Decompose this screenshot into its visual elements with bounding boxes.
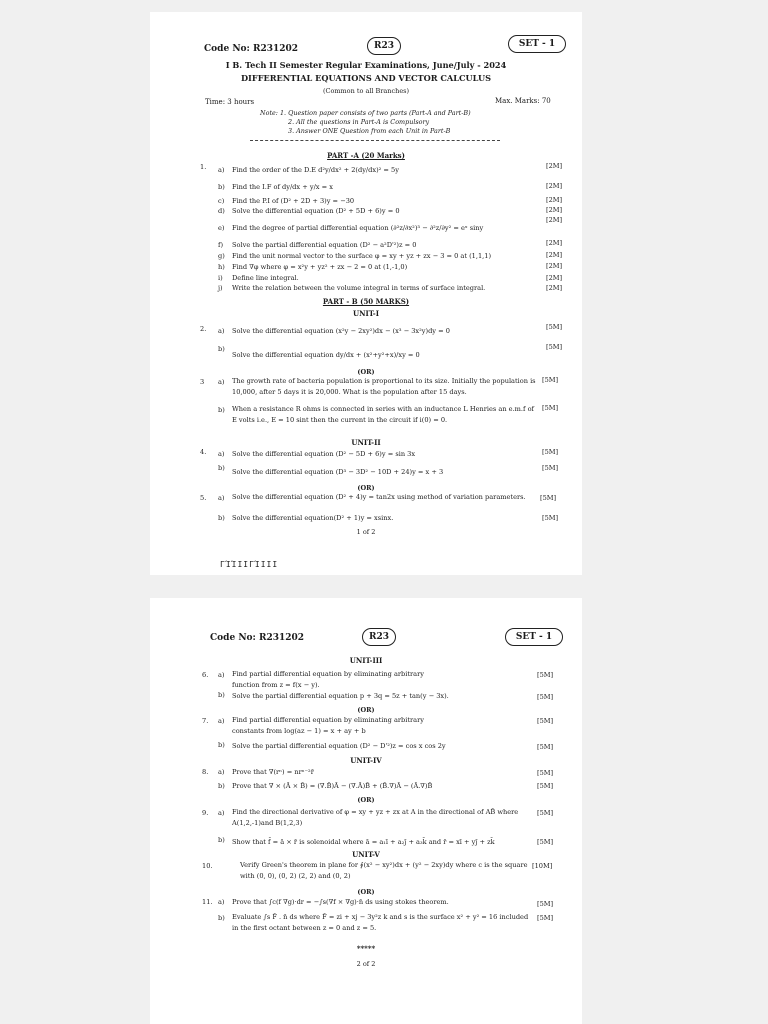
unit-4-heading: UNIT-IV bbox=[350, 756, 382, 765]
marks: [5M] bbox=[537, 782, 554, 790]
exam-page-1: Code No: R231202 R23 SET - 1 I B. Tech II Semester Regular Examinations, June/July - 2024 DIFFERENTIAL EQUATIONS AND VECTOR CALCULUS (Common to all Branches) Time: 3 hours Max. Marks: 70 Note: 1. Question paper consists of two parts (Part-A and Part-B) 2. All the questions in Part-A is Compulsory 3. Answer ONE Question from each Unit in Part-B PART -A (20 Marks) 1. a) Find the order of the D.E d²y/dx² + 2(dy/dx)² = 5y [2M] b) Find the I.F of dy/dx + y/x = x [2M] c) Find the P.I of (D² + 2D + 3)y = −30 [2M] d) Solve the differential equation (D² + 5D + 6)y = 0 [2M] e) Find the degree of partial differential equation (∂²z/∂x²)³ − ∂²z/∂y² = eˣ siny [2M] f) Solve the partial differential equation (D² − a²D'²)z = 0 [2M] g) Find the unit normal vector to the surface φ = xy + yz + zx − 3 = 0 at (1,1,1) [2M] h) Find ∇φ where φ = x²y + yz² + zx − 2 = 0 at (1,-1,0) [2M] i) Define line integral. [2M] j) Write the relation between the volume integral in terms of surface integral. [2M] PART - B (50 MARKS) UNIT-I 2. a) Solve the differential equation (x²y − 2xy²)dx − (x³ − 3x²y)dy = 0 [5M] b) Solve the differential equation dy/dx + (x²+y²+x)/xy = 0 [5M] (OR) 3 a) The growth rate of bacteria population is proportional to its size. Initially the population is 10,000, after 5 days it is 20,000. What is the population after 15 days. [5M] b) When a resistance R ohms is connected in series with an inductance L Henries an e.m.f of E volts i.e., E = 10 sint then the current in the circuit if i(0) = 0. [5M] UNIT-II 4. a) Solve the differential equation (D² − 5D + 6)y = sin 3x [5M] b) Solve the differential equation (D³ − 3D² − 10D + 24)y = x + 3 [5M] (OR) 5. a) Solve the differential equation (D² + 4)y = tan2x using method of variation parameters. [5M] b) Solve the differential equation(D² + 1)y = xsinx. [5M] 1 of 2 ΓΊΊΙΙΓΊΙΙΙ bbox=[150, 12, 582, 575]
item-label: h) bbox=[218, 263, 225, 271]
question-text: When a resistance R ohms is connected in series with an inductance L Henries an e.m.f of E volts i.e., E = 10 sint then the current in the circuit if i(0) = 0. bbox=[232, 405, 534, 424]
max-marks-label: Max. Marks: 70 bbox=[495, 97, 551, 105]
regulation-badge: R23 bbox=[362, 628, 396, 646]
marks: [5M] bbox=[537, 671, 554, 679]
marks: [5M] bbox=[537, 914, 554, 922]
marks: [2M] bbox=[546, 251, 563, 259]
item-label: i) bbox=[218, 274, 223, 282]
question-number: 8. bbox=[202, 768, 209, 776]
question-number: 6. bbox=[202, 671, 209, 679]
question-text: Solve the differential equation(D² + 1)y = xsinx. bbox=[232, 514, 394, 522]
set-badge: SET - 1 bbox=[508, 35, 566, 53]
note-line-1: Note: 1. Question paper consists of two parts (Part-A and Part-B) bbox=[260, 109, 471, 117]
marks: [2M] bbox=[546, 239, 563, 247]
marks: [2M] bbox=[546, 216, 563, 224]
question-text: Find the P.I of (D² + 2D + 3)y = −30 bbox=[232, 197, 355, 205]
marks: [5M] bbox=[542, 376, 559, 384]
code-number: Code No: R231202 bbox=[210, 633, 305, 643]
question-number: 9. bbox=[202, 809, 209, 817]
question-text: Prove that ∫c(f ∇g)·dr = −∫s(∇f × ∇g)·n̄ ds using stokes theorem. bbox=[232, 898, 449, 906]
or-separator: (OR) bbox=[357, 484, 375, 492]
note-line-2: 2. All the questions in Part-A is Compulsory bbox=[288, 118, 430, 126]
marks: [2M] bbox=[546, 182, 563, 190]
marks: [5M] bbox=[546, 323, 563, 331]
question-text: Solve the differential equation (D² + 4)y = tan2x using method of variation parameters. bbox=[232, 493, 526, 501]
or-separator: (OR) bbox=[357, 796, 375, 804]
marks: [2M] bbox=[546, 206, 563, 214]
marks: [5M] bbox=[540, 494, 557, 502]
marks: [2M] bbox=[546, 274, 563, 282]
or-separator: (OR) bbox=[357, 706, 375, 714]
question-number: 1. bbox=[200, 163, 207, 171]
question-text: Verify Green's theorem in plane for ∮(x² − xy²)dx + (y² − 2xy)dy where c is the square with (0, 0), (0, 2) (2, 2) and (0, 2) bbox=[240, 861, 528, 880]
marks: [2M] bbox=[546, 162, 563, 170]
question-text: Find the degree of partial differential equation (∂²z/∂x²)³ − ∂²z/∂y² = eˣ siny bbox=[232, 224, 484, 232]
note-line-3: 3. Answer ONE Question from each Unit in Part-B bbox=[288, 127, 451, 135]
marks: [5M] bbox=[537, 769, 554, 777]
question-text: Find the order of the D.E d²y/dx² + 2(dy/dx)² = 5y bbox=[232, 166, 399, 174]
barcode: ΓΊΊΙΙΓΊΙΙΙ bbox=[220, 560, 279, 569]
question-text: Solve the differential equation (D² + 5D + 6)y = 0 bbox=[232, 207, 400, 215]
marks: [5M] bbox=[537, 809, 554, 817]
marks: [5M] bbox=[537, 693, 554, 701]
question-text: Define line integral. bbox=[232, 274, 299, 282]
question-text: Find partial differential equation by eliminating arbitrary constants from log(az − 1) = x + ay + b bbox=[232, 716, 424, 735]
unit-5-heading: UNIT-V bbox=[352, 850, 380, 859]
question-text: Solve the partial differential equation (D² − D'²)z = cos x cos 2y bbox=[232, 742, 446, 750]
question-text: Find partial differential equation by eliminating arbitrary function from z = f(x − y). bbox=[232, 670, 424, 689]
question-text: Evaluate ∫s F̄ . n̄ ds where F̄ = zi + xj − 3y²z k and s is the surface x² + y² = 16 included in the first octant between z = 0 and z = 5. bbox=[232, 913, 529, 932]
question-number: 10. bbox=[202, 862, 213, 870]
marks: [5M] bbox=[542, 464, 559, 472]
unit-2-heading: UNIT-II bbox=[351, 438, 381, 447]
marks: [2M] bbox=[546, 196, 563, 204]
item-label: j) bbox=[218, 284, 223, 292]
question-text: Prove that ∇(rⁿ) = nrⁿ⁻²r̄ bbox=[232, 768, 314, 776]
time-label: Time: 3 hours bbox=[205, 98, 255, 106]
question-text: Prove that ∇ × (Ā × B̄) = (∇.B̄)Ā − (∇.Ā)B̄ + (B̄.∇)Ā − (Ā.∇)B̄ bbox=[232, 782, 433, 790]
question-text: Find ∇φ where φ = x²y + yz² + zx − 2 = 0 at (1,-1,0) bbox=[232, 263, 408, 271]
marks: [5M] bbox=[537, 743, 554, 751]
question-text: The growth rate of bacteria population is proportional to its size. Initially the population is 10,000, after 5 days it is 20,000. What is the population after 15 days. bbox=[232, 377, 536, 396]
marks: [5M] bbox=[542, 514, 559, 522]
subject-title: DIFFERENTIAL EQUATIONS AND VECTOR CALCULUS bbox=[240, 73, 492, 83]
question-text: Find the unit normal vector to the surface φ = xy + yz + zx − 3 = 0 at (1,1,1) bbox=[232, 252, 492, 260]
question-text: Solve the differential equation (D² − 5D + 6)y = sin 3x bbox=[232, 450, 416, 458]
marks: [5M] bbox=[546, 343, 563, 351]
exam-page-2: Code No: R231202 R23 SET - 1 UNIT-III 6. a) Find partial differential equation by eliminating arbitrary function from z = f(x − y). [5M] b) Solve the partial differential equation p + 3q = 5z + tan(y − 3x). [5M] (OR) 7. a) Find partial differential equation by eliminating arbitrary constants from log(az − 1) = x + ay + b [5M] b) Solve the partial differential equation (D² − D'²)z = cos x cos 2y [5M] UNIT-IV 8. a) Prove that ∇(rⁿ) = nrⁿ⁻²r̄ [5M] b) Prove that ∇ × (Ā × B̄) = (∇.B̄)Ā − (∇.Ā)B̄ + (B̄.∇)Ā − (Ā.∇)B̄ [5M] (OR) 9. a) Find the directional derivative of φ = xy + yz + zx at A in the directional of AB̄ where A(1,2,-1)and B(1,2,3) [5M] b) Show that f̄ = ā × r̄ is solenoidal where ā = a₁ī + a₂j̄ + a₃k̄ and r̄ = xī + yj̄ + zk̄ [5M] UNIT-V 10. Verify Green's theorem in plane for ∮(x² − xy²)dx + (y² − 2xy)dy where c is the square with (0, 0), (0, 2) (2, 2) and (0, 2) [10M] (OR) 11. a) Prove that ∫c(f ∇g)·dr = −∫s(∇f × ∇g)·n̄ ds using stokes theorem. [5M] b) Evaluate ∫s F̄ . n̄ ds where F̄ = zi + xj − 3y²z k and s is the surface x² + y² = 16 included in the first octant between z = 0 and z = 5. [5M] ***** 2 of 2 bbox=[150, 598, 582, 1024]
divider bbox=[250, 140, 500, 141]
question-number: 7. bbox=[202, 717, 209, 725]
marks: [5M] bbox=[537, 900, 554, 908]
question-number: 3 bbox=[200, 378, 205, 386]
question-text: Solve the partial differential equation p + 3q = 5z + tan(y − 3x). bbox=[232, 692, 449, 700]
common-label: (Common to all Branches) bbox=[322, 87, 410, 95]
question-text: Solve the differential equation (D³ − 3D² − 10D + 24)y = x + 3 bbox=[232, 468, 444, 476]
item-label: f) bbox=[218, 241, 224, 249]
unit-1-heading: UNIT-I bbox=[352, 309, 379, 318]
marks: [10M] bbox=[532, 862, 553, 870]
marks: [5M] bbox=[537, 717, 554, 725]
or-separator: (OR) bbox=[357, 888, 375, 896]
question-text: Write the relation between the volume integral in terms of surface integral. bbox=[232, 284, 486, 292]
item-label: a) bbox=[218, 166, 225, 174]
code-number: Code No: R231202 bbox=[204, 44, 299, 54]
question-number: 2. bbox=[200, 325, 207, 333]
item-label: g) bbox=[218, 252, 225, 260]
question-text: Solve the partial differential equation (D² − a²D'²)z = 0 bbox=[232, 241, 417, 249]
marks: [5M] bbox=[537, 838, 554, 846]
item-label: e) bbox=[218, 224, 225, 232]
set-badge: SET - 1 bbox=[505, 628, 563, 646]
question-text: Solve the differential equation (x²y − 2xy²)dx − (x³ − 3x²y)dy = 0 bbox=[232, 327, 450, 335]
page-number: 2 of 2 bbox=[356, 960, 376, 968]
question-text: Find the directional derivative of φ = xy + yz + zx at A in the directional of AB̄ where A(1,2,-1)and B(1,2,3) bbox=[232, 808, 519, 827]
item-label: b) bbox=[218, 183, 225, 191]
part-a-title: PART -A (20 Marks) bbox=[327, 151, 405, 160]
question-number: 4. bbox=[200, 448, 207, 456]
question-text: Solve the differential equation dy/dx + (x²+y²+x)/xy = 0 bbox=[232, 351, 420, 359]
item-label: d) bbox=[218, 207, 225, 215]
question-text: Find the I.F of dy/dx + y/x = x bbox=[232, 183, 333, 191]
marks: [2M] bbox=[546, 262, 563, 270]
marks: [5M] bbox=[542, 448, 559, 456]
item-label: c) bbox=[218, 197, 225, 205]
end-stars: ***** bbox=[356, 944, 376, 953]
or-separator: (OR) bbox=[357, 368, 375, 376]
marks: [5M] bbox=[542, 404, 559, 412]
marks: [2M] bbox=[546, 284, 563, 292]
question-number: 11. bbox=[202, 898, 213, 906]
unit-3-heading: UNIT-III bbox=[349, 656, 383, 665]
question-text: Show that f̄ = ā × r̄ is solenoidal where ā = a₁ī + a₂j̄ + a₃k̄ and r̄ = xī + yj̄ + zk̄ bbox=[232, 838, 495, 846]
question-number: 5. bbox=[200, 494, 207, 502]
exam-title: I B. Tech II Semester Regular Examinations, June/July - 2024 bbox=[225, 60, 507, 70]
page-number: 1 of 2 bbox=[356, 528, 376, 536]
part-b-title: PART - B (50 MARKS) bbox=[322, 297, 410, 306]
regulation-badge: R23 bbox=[367, 37, 401, 55]
